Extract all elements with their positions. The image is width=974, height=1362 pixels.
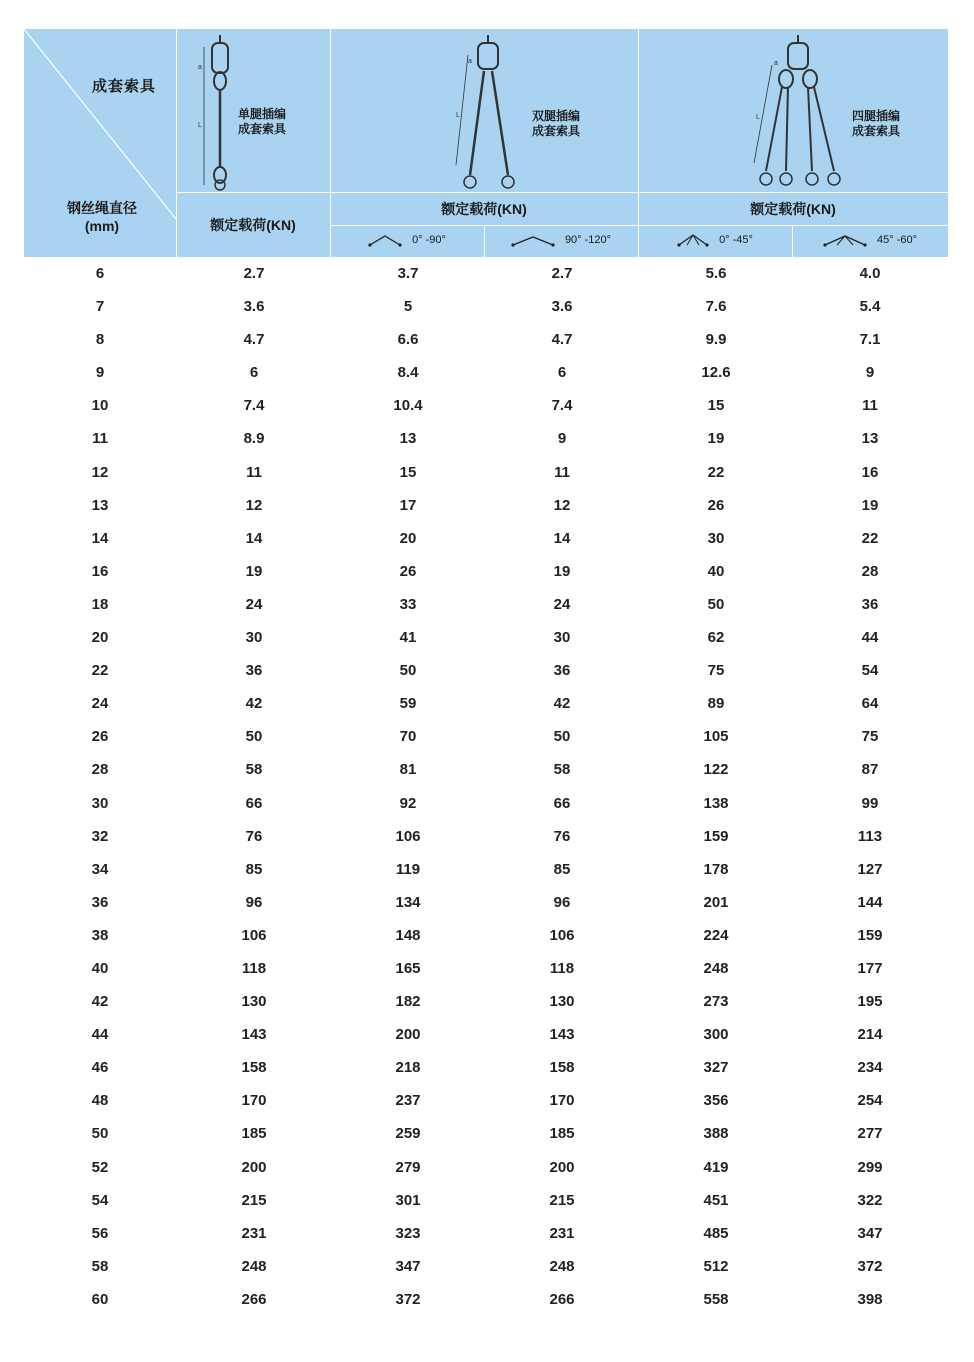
load-cell: 62: [707, 629, 725, 647]
load-cell: 398: [857, 1290, 883, 1308]
svg-text:L: L: [456, 112, 460, 119]
svg-text:a: a: [198, 64, 202, 71]
load-cell: 42: [245, 695, 263, 713]
load-cell: 231: [549, 1224, 575, 1242]
load-cell: 30: [245, 629, 263, 647]
diameter-cell: 38: [91, 926, 109, 944]
load-cell: 16: [861, 463, 879, 481]
load-cell: 170: [241, 1092, 267, 1110]
load-cell: 54: [861, 662, 879, 680]
load-cell: 19: [861, 496, 879, 514]
table-row: [24, 1250, 948, 1283]
load-cell: 419: [703, 1158, 729, 1176]
load-cell: 300: [703, 1026, 729, 1044]
load-cell: 7.4: [243, 397, 265, 415]
load-cell: 75: [861, 728, 879, 746]
load-cell: 2.7: [243, 265, 265, 282]
load-cell: 19: [553, 562, 571, 580]
load-cell: 185: [549, 1125, 575, 1143]
spec-table: [24, 29, 948, 1308]
table-row: [24, 886, 948, 919]
corner-title: 成套索具: [92, 78, 157, 95]
load-cell: 81: [399, 761, 417, 779]
load-cell: 214: [857, 1026, 883, 1044]
load-cell: 3.6: [243, 298, 265, 316]
load-cell: 158: [241, 1059, 267, 1077]
diameter-cell: 24: [91, 695, 109, 713]
load-cell: 26: [707, 496, 725, 514]
load-cell: 200: [549, 1158, 575, 1176]
load-cell: 165: [395, 959, 421, 977]
double-leg-sling-diagram: [454, 35, 544, 191]
table-row: [24, 720, 948, 753]
table-row: [24, 820, 948, 853]
load-cell: 50: [707, 595, 725, 613]
load-cell: 248: [703, 959, 729, 977]
load-cell: 50: [553, 728, 571, 746]
load-cell: 75: [707, 662, 725, 680]
load-cell: 22: [861, 529, 879, 547]
diameter-cell: 10: [91, 397, 109, 415]
load-cell: 134: [395, 893, 421, 911]
divider: [176, 192, 948, 193]
load-cell: 11: [554, 463, 570, 481]
diameter-cell: 60: [91, 1290, 109, 1308]
diameter-cell: 52: [91, 1158, 109, 1176]
load-cell: 372: [857, 1257, 883, 1275]
load-cell: 105: [703, 728, 729, 746]
load-cell: 33: [399, 595, 417, 613]
load-cell: 248: [241, 1257, 267, 1275]
load-cell: 195: [857, 993, 883, 1011]
table-row: [24, 522, 948, 555]
load-cell: 177: [857, 959, 883, 977]
load-cell: 66: [245, 794, 263, 812]
angle-icon: [677, 233, 709, 247]
load-cell: 347: [395, 1257, 421, 1275]
load-cell: 41: [399, 629, 417, 647]
load-cell: 44: [861, 629, 879, 647]
table-row: [24, 919, 948, 952]
diameter-cell: 50: [91, 1125, 109, 1143]
diameter-cell: 8: [95, 331, 105, 349]
load-cell: 50: [399, 662, 417, 680]
table-row: [24, 853, 948, 886]
load-cell: 266: [241, 1290, 267, 1308]
angle-icon: [823, 233, 867, 247]
table-row: [24, 290, 948, 323]
load-cell: 92: [399, 794, 417, 812]
table-row: [24, 1184, 948, 1217]
diameter-cell: 58: [91, 1257, 109, 1275]
load-cell: 3.6: [551, 298, 573, 316]
load-cell: 388: [703, 1125, 729, 1143]
load-cell: 119: [395, 860, 421, 878]
load-cell: 10.4: [393, 397, 423, 415]
load-cell: 5.4: [859, 298, 881, 316]
table-row: [24, 356, 948, 389]
diameter-cell: 56: [91, 1224, 109, 1242]
four-leg-sling-diagram: [752, 35, 852, 191]
load-cell: 24: [553, 595, 571, 613]
load-cell: 158: [549, 1059, 575, 1077]
load-cell: 96: [553, 893, 571, 911]
load-cell: 106: [241, 926, 267, 944]
diameter-cell: 36: [91, 893, 109, 911]
four-angle-2: 45° -60°: [792, 225, 948, 255]
load-cell: 12.6: [701, 364, 731, 382]
load-cell: 170: [549, 1092, 575, 1110]
diameter-cell: 42: [91, 993, 109, 1011]
diameter-cell: 34: [91, 860, 109, 878]
load-cell: 89: [707, 695, 725, 713]
load-cell: 66: [553, 794, 571, 812]
table-body: [24, 257, 948, 1316]
load-cell: 4.7: [243, 331, 265, 349]
table-row: [24, 555, 948, 588]
diameter-cell: 30: [91, 794, 109, 812]
load-cell: 14: [245, 529, 263, 547]
table-header: [24, 29, 948, 257]
load-cell: 558: [703, 1290, 729, 1308]
load-cell: 96: [245, 893, 263, 911]
table-row: [24, 621, 948, 654]
svg-text:L: L: [756, 114, 760, 121]
double-load-header: 额定载荷(KN): [441, 201, 527, 217]
load-cell: 512: [703, 1257, 729, 1275]
table-row: [24, 787, 948, 820]
load-cell: 2.7: [551, 265, 573, 282]
diameter-cell: 26: [91, 728, 109, 746]
load-cell: 20: [399, 529, 417, 547]
diameter-cell: 20: [91, 629, 109, 647]
load-cell: 347: [857, 1224, 883, 1242]
four-angle-1: 0° -45°: [638, 225, 792, 255]
single-leg-label: 单腿插编 成套索具: [238, 107, 287, 136]
load-cell: 5.6: [705, 265, 727, 282]
load-cell: 148: [395, 926, 421, 944]
load-cell: 451: [703, 1191, 729, 1209]
load-cell: 259: [395, 1125, 421, 1143]
load-cell: 58: [553, 761, 571, 779]
diameter-cell: 7: [95, 298, 105, 316]
diameter-cell: 44: [91, 1026, 109, 1044]
load-cell: 8.9: [243, 430, 265, 448]
load-cell: 138: [703, 794, 729, 812]
load-cell: 7.6: [705, 298, 727, 316]
svg-text:L: L: [198, 122, 202, 129]
double-angle-1: 0° -90°: [330, 225, 484, 255]
diameter-cell: 48: [91, 1092, 109, 1110]
load-cell: 85: [553, 860, 571, 878]
table-row: [24, 1151, 948, 1184]
load-cell: 254: [857, 1092, 883, 1110]
load-cell: 118: [549, 959, 575, 977]
load-cell: 106: [395, 827, 421, 845]
load-cell: 299: [857, 1158, 883, 1176]
load-cell: 26: [399, 562, 417, 580]
load-cell: 273: [703, 993, 729, 1011]
load-cell: 14: [553, 529, 571, 547]
diameter-header: [42, 199, 162, 235]
single-load-header: 额定载荷(KN): [210, 217, 296, 233]
diameter-cell: 9: [95, 364, 105, 382]
table-row: [24, 422, 948, 455]
load-cell: 5: [403, 298, 413, 316]
load-cell: 130: [241, 993, 267, 1011]
load-cell: 4.7: [551, 331, 573, 349]
load-cell: 70: [399, 728, 417, 746]
table-row: [24, 952, 948, 985]
diameter-cell: 14: [91, 529, 109, 547]
load-cell: 7.1: [859, 331, 881, 349]
load-cell: 143: [549, 1026, 575, 1044]
diameter-cell: 46: [91, 1059, 109, 1077]
load-cell: 59: [399, 695, 417, 713]
load-cell: 118: [241, 959, 267, 977]
table-row: [24, 588, 948, 621]
load-cell: 127: [857, 860, 883, 878]
load-cell: 215: [549, 1191, 575, 1209]
diameter-cell: 11: [92, 430, 108, 448]
load-cell: 19: [245, 562, 263, 580]
diameter-cell: 40: [91, 959, 109, 977]
load-cell: 4.0: [859, 265, 881, 282]
load-cell: 6: [557, 364, 567, 382]
load-cell: 99: [861, 794, 879, 812]
load-cell: 231: [241, 1224, 267, 1242]
table-row: [24, 985, 948, 1018]
table-row: [24, 1117, 948, 1150]
load-cell: 301: [395, 1191, 421, 1209]
diameter-cell: 16: [91, 562, 109, 580]
table-row: [24, 1084, 948, 1117]
load-cell: 143: [241, 1026, 267, 1044]
load-cell: 248: [549, 1257, 575, 1275]
load-cell: 224: [703, 926, 729, 944]
diameter-cell: 32: [91, 827, 109, 845]
load-cell: 200: [241, 1158, 267, 1176]
load-cell: 9: [557, 430, 567, 448]
load-cell: 36: [553, 662, 571, 680]
table-row: [24, 1217, 948, 1250]
load-cell: 13: [399, 430, 417, 448]
four-leg-label: 四腿插编 成套索具: [852, 109, 901, 138]
load-cell: 58: [245, 761, 263, 779]
load-cell: 36: [245, 662, 263, 680]
load-cell: 182: [395, 993, 421, 1011]
load-cell: 327: [703, 1059, 729, 1077]
load-cell: 9.9: [705, 331, 727, 349]
load-cell: 40: [707, 562, 725, 580]
load-cell: 28: [861, 562, 879, 580]
diameter-cell: 13: [91, 496, 109, 514]
table-row: [24, 489, 948, 522]
load-cell: 201: [703, 893, 729, 911]
load-cell: 8.4: [397, 364, 419, 382]
load-cell: 113: [857, 827, 883, 845]
load-cell: 266: [549, 1290, 575, 1308]
load-cell: 372: [395, 1290, 421, 1308]
load-cell: 178: [703, 860, 729, 878]
load-cell: 64: [861, 695, 879, 713]
double-angle-2: 90° -120°: [484, 225, 638, 255]
table-row: [24, 654, 948, 687]
load-cell: 15: [399, 463, 417, 481]
table-row: [24, 1283, 948, 1316]
load-cell: 159: [703, 827, 729, 845]
corner-diagonal: [24, 29, 176, 219]
load-cell: 15: [707, 397, 725, 415]
load-cell: 323: [395, 1224, 421, 1242]
load-cell: 122: [703, 761, 729, 779]
table-row: [24, 323, 948, 356]
load-cell: 130: [549, 993, 575, 1011]
load-cell: 87: [861, 761, 879, 779]
table-row: [24, 753, 948, 786]
load-cell: 279: [395, 1158, 421, 1176]
diameter-cell: 6: [95, 265, 105, 282]
load-cell: 185: [241, 1125, 267, 1143]
svg-text:a: a: [468, 58, 472, 65]
load-cell: 76: [245, 827, 263, 845]
load-cell: 24: [245, 595, 263, 613]
load-cell: 3.7: [397, 265, 419, 282]
diameter-cell: 54: [91, 1191, 109, 1209]
load-cell: 277: [857, 1125, 883, 1143]
diameter-cell: 22: [91, 662, 109, 680]
load-cell: 7.4: [551, 397, 573, 415]
load-cell: 12: [245, 496, 263, 514]
diameter-cell: 28: [91, 761, 109, 779]
load-cell: 215: [241, 1191, 267, 1209]
load-cell: 30: [707, 529, 725, 547]
table-row: [24, 1018, 948, 1051]
table-row: [24, 389, 948, 422]
table-row: [24, 687, 948, 720]
load-cell: 36: [861, 595, 879, 613]
four-load-header: 额定载荷(KN): [750, 201, 836, 217]
angle-icon: [368, 233, 402, 247]
load-cell: 234: [857, 1059, 883, 1077]
load-cell: 218: [395, 1059, 421, 1077]
load-cell: 76: [553, 827, 571, 845]
load-cell: 237: [395, 1092, 421, 1110]
load-cell: 485: [703, 1224, 729, 1242]
double-leg-label: 双腿插编 成套索具: [532, 109, 581, 138]
load-cell: 106: [549, 926, 575, 944]
divider: [330, 29, 331, 257]
load-cell: 6.6: [397, 331, 419, 349]
load-cell: 200: [395, 1026, 421, 1044]
load-cell: 9: [865, 364, 875, 382]
load-cell: 356: [703, 1092, 729, 1110]
load-cell: 17: [399, 496, 417, 514]
load-cell: 6: [249, 364, 259, 382]
load-cell: 30: [553, 629, 571, 647]
load-cell: 11: [862, 397, 878, 415]
load-cell: 22: [707, 463, 725, 481]
table-row: [24, 257, 948, 290]
load-cell: 322: [857, 1191, 883, 1209]
load-cell: 50: [245, 728, 263, 746]
svg-text:a: a: [774, 60, 778, 67]
table-row: [24, 1051, 948, 1084]
diameter-unit: (mm): [84, 218, 120, 234]
load-cell: 12: [553, 496, 571, 514]
diameter-cell: 18: [91, 595, 109, 613]
load-cell: 144: [857, 893, 883, 911]
diameter-label: 钢丝绳直径: [67, 200, 137, 216]
angle-icon: [511, 233, 555, 247]
diameter-cell: 12: [91, 463, 109, 481]
load-cell: 42: [553, 695, 571, 713]
load-cell: 13: [861, 430, 879, 448]
load-cell: 11: [246, 463, 262, 481]
divider: [638, 29, 639, 257]
table-row: [24, 456, 948, 489]
load-cell: 19: [707, 430, 725, 448]
load-cell: 159: [857, 926, 883, 944]
load-cell: 85: [245, 860, 263, 878]
